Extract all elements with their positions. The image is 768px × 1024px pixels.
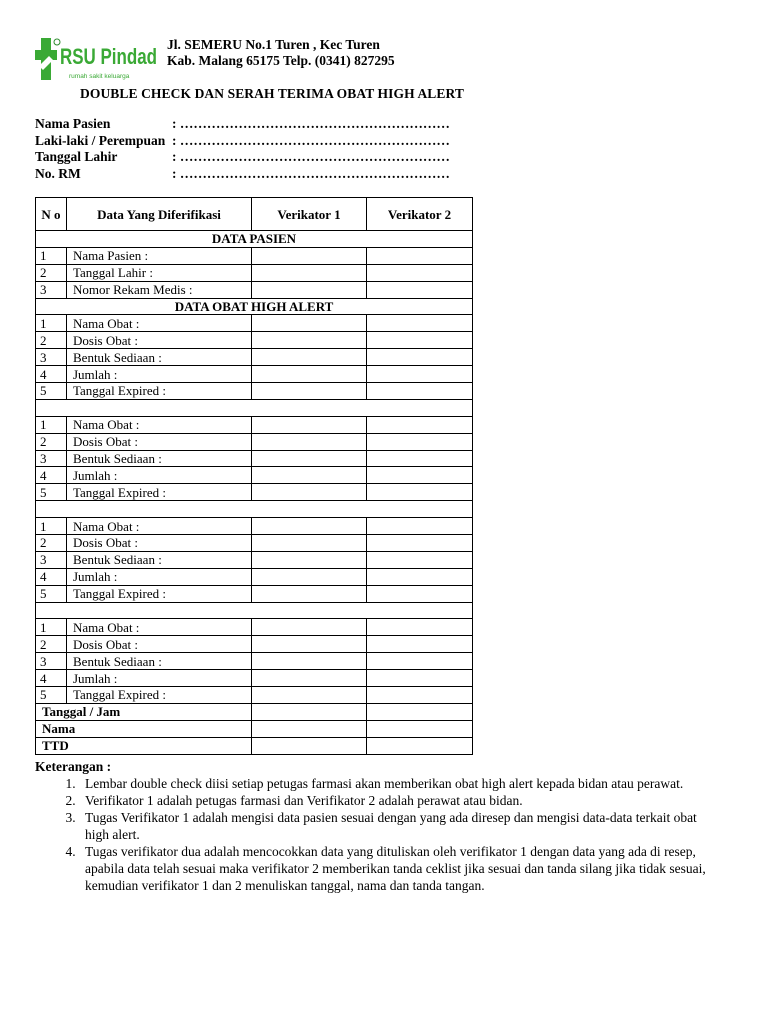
table-row bbox=[36, 332, 473, 349]
signature-row bbox=[36, 720, 473, 737]
table-row bbox=[36, 484, 473, 501]
table-row bbox=[36, 366, 473, 383]
row-number: 1 bbox=[36, 518, 67, 535]
separator-row bbox=[36, 501, 473, 518]
verifikator-2-cell[interactable] bbox=[367, 332, 473, 349]
row-item-label: Dosis Obat : bbox=[67, 636, 252, 653]
row-number: 3 bbox=[36, 551, 67, 568]
verifikator-1-cell[interactable] bbox=[252, 568, 367, 585]
row-number: 4 bbox=[36, 366, 67, 383]
verifikator-2-cell[interactable] bbox=[367, 585, 473, 602]
verifikator-2-cell[interactable] bbox=[367, 518, 473, 535]
row-item-label: Jumlah : bbox=[67, 670, 252, 687]
table-row bbox=[36, 687, 473, 704]
verifikator-2-cell[interactable] bbox=[367, 433, 473, 450]
row-number: 1 bbox=[36, 619, 67, 636]
row-item-label: Tanggal Lahir : bbox=[67, 264, 252, 281]
field-no-rm[interactable]: No. RM : …………………………………………………… bbox=[35, 165, 450, 181]
address-line-1: Jl. SEMERU No.1 Turen , Kec Turen bbox=[167, 37, 380, 52]
table-row bbox=[36, 551, 473, 568]
row-item-label: Tanggal Expired : bbox=[67, 383, 252, 400]
row-item-label: Nama Pasien : bbox=[67, 247, 252, 264]
verifikator-2-cell[interactable] bbox=[367, 315, 473, 332]
table-row bbox=[36, 585, 473, 602]
row-number: 1 bbox=[36, 247, 67, 264]
verifikator-2-cell[interactable] bbox=[367, 568, 473, 585]
table-header-row bbox=[36, 198, 473, 231]
section-header-data-obat: DATA OBAT HIGH ALERT bbox=[36, 298, 473, 315]
row-number: 4 bbox=[36, 670, 67, 687]
verifikator-1-cell[interactable] bbox=[252, 349, 367, 366]
row-item-label: Bentuk Sediaan : bbox=[67, 653, 252, 670]
row-number: 5 bbox=[36, 585, 67, 602]
note-item: 4. Tugas verifikator dua adalah mencocokkan data yang dituliskan oleh verifikator 1 dengan data yang ada di resep, apabila data telah sesuai maka verifikator 2 memberikan tanda ceklist jika sesuai dan tanda silang jika tidak sesuai, kemudian verifikator 1 dan 2 menuliskan tanggal, nama dan tanda tangan. bbox=[79, 843, 715, 894]
table-row bbox=[36, 636, 473, 653]
verifikator-2-cell[interactable] bbox=[367, 450, 473, 467]
col-header-verifikator-1: Verikator 1 bbox=[252, 198, 367, 231]
row-item-label: Nama Obat : bbox=[67, 518, 252, 535]
col-header-verifikator-2: Verikator 2 bbox=[367, 198, 473, 231]
table-row bbox=[36, 535, 473, 552]
row-number: 3 bbox=[36, 450, 67, 467]
row-number: 1 bbox=[36, 416, 67, 433]
blank-separator-cell bbox=[36, 602, 473, 619]
verifikator-1-cell[interactable] bbox=[252, 450, 367, 467]
verifikator-1-cell[interactable] bbox=[252, 720, 367, 737]
medical-cross-icon bbox=[35, 38, 60, 80]
row-number: 1 bbox=[36, 315, 67, 332]
field-tanggal-lahir[interactable]: Tanggal Lahir : …………………………………………………… bbox=[35, 149, 450, 164]
notes-heading: Keterangan : bbox=[35, 759, 112, 774]
document-title: DOUBLE CHECK DAN SERAH TERIMA OBAT HIGH ALERT bbox=[80, 86, 464, 101]
verifikator-2-cell[interactable] bbox=[367, 535, 473, 552]
verifikator-2-cell[interactable] bbox=[367, 737, 473, 754]
note-item: 2. Verifikator 1 adalah petugas farmasi dan Verifikator 2 adalah perawat atau bidan. bbox=[79, 792, 715, 809]
row-number: 3 bbox=[36, 281, 67, 298]
table-row bbox=[36, 383, 473, 400]
row-number: 5 bbox=[36, 687, 67, 704]
section-row bbox=[36, 298, 473, 315]
row-item-label: Jumlah : bbox=[67, 366, 252, 383]
section-row bbox=[36, 231, 473, 248]
verifikator-2-cell[interactable] bbox=[367, 264, 473, 281]
table-row bbox=[36, 670, 473, 687]
row-item-label: Nama Obat : bbox=[67, 315, 252, 332]
verifikator-2-cell[interactable] bbox=[367, 467, 473, 484]
table-row bbox=[36, 281, 473, 298]
table-row bbox=[36, 653, 473, 670]
note-item: 1. Lembar double check diisi setiap petugas farmasi akan memberikan obat high alert kepada bidan atau perawat. bbox=[79, 775, 715, 792]
row-item-label: Bentuk Sediaan : bbox=[67, 349, 252, 366]
verifikator-1-cell[interactable] bbox=[252, 585, 367, 602]
field-jenis-kelamin[interactable]: Laki-laki / Perempuan : …………………………………………………… bbox=[35, 132, 450, 148]
row-number: 2 bbox=[36, 332, 67, 349]
note-item: 3. Tugas Verifikator 1 adalah mengisi data pasien sesuai dengan yang ada diresep dan mengisi data-data terkait obat high alert. bbox=[79, 809, 715, 843]
separator-row bbox=[36, 602, 473, 619]
blank-separator-cell bbox=[36, 501, 473, 518]
row-number: 5 bbox=[36, 383, 67, 400]
verifikator-2-cell[interactable] bbox=[367, 383, 473, 400]
verifikator-1-cell[interactable] bbox=[252, 703, 367, 720]
verifikator-1-cell[interactable] bbox=[252, 247, 367, 264]
row-item-label: Bentuk Sediaan : bbox=[67, 450, 252, 467]
row-item-label: Nama Obat : bbox=[67, 619, 252, 636]
verifikator-2-cell[interactable] bbox=[367, 247, 473, 264]
logo-text: RSU Pindad bbox=[60, 44, 157, 69]
address-line-2: Kab. Malang 65175 Telp. (0341) 827295 bbox=[167, 53, 395, 68]
row-item-label: Bentuk Sediaan : bbox=[67, 551, 252, 568]
row-item-label: Nama Obat : bbox=[67, 416, 252, 433]
table-row bbox=[36, 264, 473, 281]
separator-row bbox=[36, 399, 473, 416]
section-header-data-pasien: DATA PASIEN bbox=[36, 231, 473, 248]
col-header-data: Data Yang Diferifikasi bbox=[67, 198, 252, 231]
row-item-label: Jumlah : bbox=[67, 568, 252, 585]
row-item-label: Nomor Rekam Medis : bbox=[67, 281, 252, 298]
hospital-logo bbox=[35, 36, 159, 82]
verifikator-1-cell[interactable] bbox=[252, 636, 367, 653]
notes-section bbox=[35, 758, 715, 894]
verifikator-2-cell[interactable] bbox=[367, 416, 473, 433]
verifikator-2-cell[interactable] bbox=[367, 281, 473, 298]
notes-list bbox=[35, 775, 715, 894]
row-number: 3 bbox=[36, 653, 67, 670]
row-number: 2 bbox=[36, 636, 67, 653]
verifikator-2-cell[interactable] bbox=[367, 720, 473, 737]
verifikator-1-cell[interactable] bbox=[252, 264, 367, 281]
verifikator-1-cell[interactable] bbox=[252, 484, 367, 501]
verifikator-1-cell[interactable] bbox=[252, 551, 367, 568]
verifikator-2-cell[interactable] bbox=[367, 349, 473, 366]
table-row bbox=[36, 568, 473, 585]
row-number: 2 bbox=[36, 264, 67, 281]
table-row bbox=[36, 247, 473, 264]
row-number: 5 bbox=[36, 484, 67, 501]
signature-row bbox=[36, 737, 473, 754]
hospital-address bbox=[167, 37, 395, 69]
verifikator-1-cell[interactable] bbox=[252, 416, 367, 433]
verifikator-1-cell[interactable] bbox=[252, 315, 367, 332]
signature-row-label: Tanggal / Jam bbox=[36, 703, 252, 720]
signature-row bbox=[36, 703, 473, 720]
table-row bbox=[36, 518, 473, 535]
col-header-no: N o bbox=[36, 198, 67, 231]
verifikator-2-cell[interactable] bbox=[367, 687, 473, 704]
verifikator-2-cell[interactable] bbox=[367, 636, 473, 653]
verifikator-1-cell[interactable] bbox=[252, 281, 367, 298]
verifikator-1-cell[interactable] bbox=[252, 535, 367, 552]
verifikator-2-cell[interactable] bbox=[367, 670, 473, 687]
row-item-label: Dosis Obat : bbox=[67, 332, 252, 349]
verifikator-1-cell[interactable] bbox=[252, 332, 367, 349]
verifikator-1-cell[interactable] bbox=[252, 737, 367, 754]
row-item-label: Tanggal Expired : bbox=[67, 687, 252, 704]
table-row bbox=[36, 619, 473, 636]
field-nama-pasien[interactable]: Nama Pasien : …………………………………………………… bbox=[35, 116, 450, 131]
table-row bbox=[36, 315, 473, 332]
verifikator-2-cell[interactable] bbox=[367, 703, 473, 720]
verifikator-1-cell[interactable] bbox=[252, 366, 367, 383]
logo-tagline: rumah sakit keluarga bbox=[69, 73, 130, 80]
row-number: 4 bbox=[36, 467, 67, 484]
table-row bbox=[36, 349, 473, 366]
verifikator-1-cell[interactable] bbox=[252, 687, 367, 704]
verification-table bbox=[35, 197, 473, 755]
row-item-label: Dosis Obat : bbox=[67, 535, 252, 552]
row-item-label: Tanggal Expired : bbox=[67, 484, 252, 501]
verifikator-2-cell[interactable] bbox=[367, 653, 473, 670]
row-number: 2 bbox=[36, 535, 67, 552]
row-item-label: Dosis Obat : bbox=[67, 433, 252, 450]
row-item-label: Jumlah : bbox=[67, 467, 252, 484]
table-row bbox=[36, 450, 473, 467]
verifikator-2-cell[interactable] bbox=[367, 366, 473, 383]
verifikator-1-cell[interactable] bbox=[252, 670, 367, 687]
signature-row-label: Nama bbox=[36, 720, 252, 737]
signature-row-label: TTD bbox=[36, 737, 252, 754]
verifikator-1-cell[interactable] bbox=[252, 467, 367, 484]
patient-info-fields bbox=[35, 116, 450, 182]
verifikator-1-cell[interactable] bbox=[252, 518, 367, 535]
verifikator-1-cell[interactable] bbox=[252, 619, 367, 636]
row-number: 4 bbox=[36, 568, 67, 585]
table-row bbox=[36, 433, 473, 450]
verifikator-1-cell[interactable] bbox=[252, 383, 367, 400]
verifikator-2-cell[interactable] bbox=[367, 619, 473, 636]
verifikator-2-cell[interactable] bbox=[367, 551, 473, 568]
row-number: 2 bbox=[36, 433, 67, 450]
table-row bbox=[36, 467, 473, 484]
row-item-label: Tanggal Expired : bbox=[67, 585, 252, 602]
blank-separator-cell bbox=[36, 399, 473, 416]
verifikator-1-cell[interactable] bbox=[252, 433, 367, 450]
verifikator-2-cell[interactable] bbox=[367, 484, 473, 501]
verifikator-1-cell[interactable] bbox=[252, 653, 367, 670]
row-number: 3 bbox=[36, 349, 67, 366]
table-row bbox=[36, 416, 473, 433]
